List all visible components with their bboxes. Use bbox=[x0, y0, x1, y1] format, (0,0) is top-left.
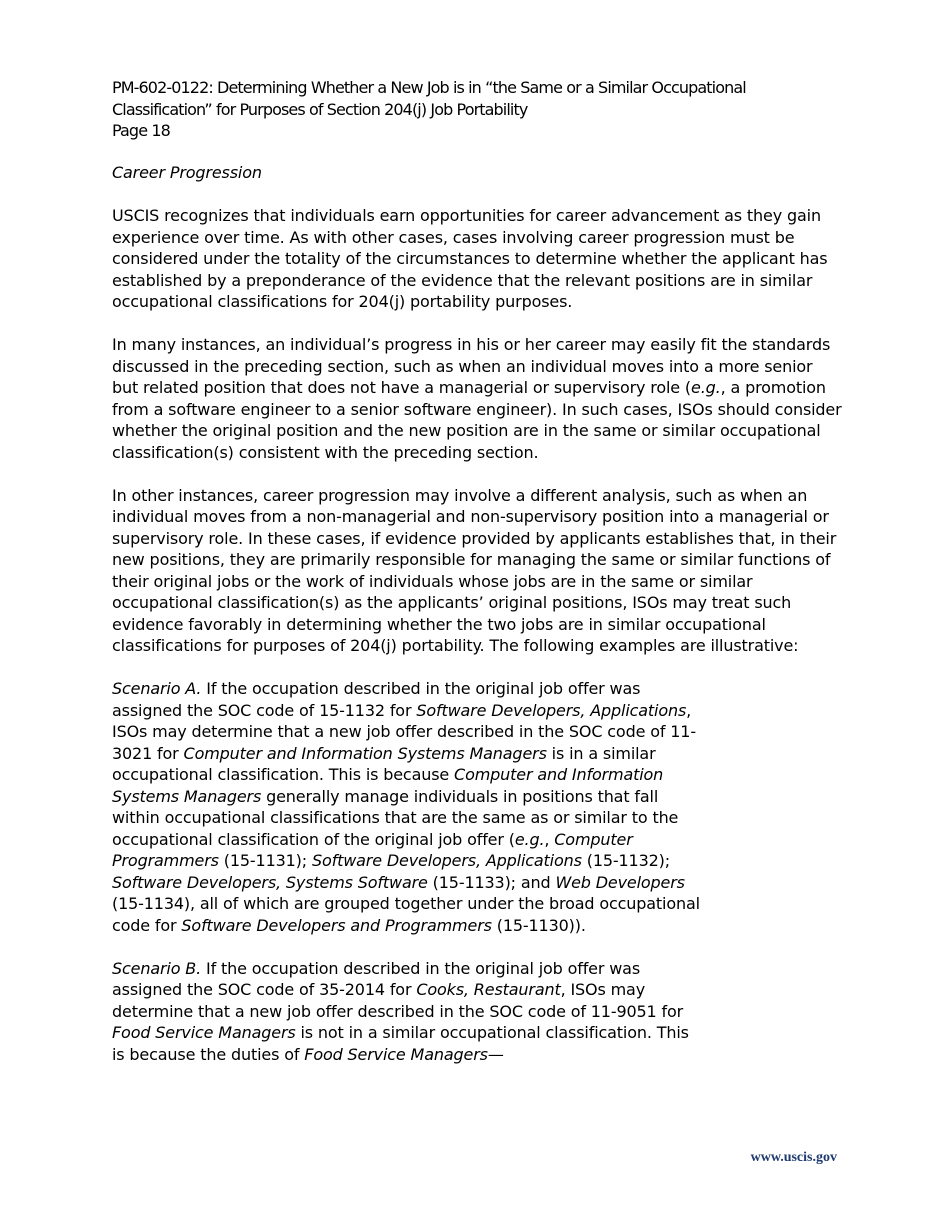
scenario-b-label: Scenario B. bbox=[112, 958, 202, 978]
scenario-b-text: is not in a similar occupational classification. This is because the duties of bbox=[112, 1023, 689, 1064]
scenario-a-text: (15-1133); and bbox=[427, 872, 556, 892]
document-body bbox=[112, 162, 842, 1087]
scenario-a-text: If the occupation described in the original job offer was assigned the SOC code of 15-1132 for bbox=[112, 679, 641, 720]
header-title-line-2: Classification” for Purposes of Section 204(j) Job Portability bbox=[112, 99, 528, 119]
scenario-a-italic: Computer and Information Systems Managers bbox=[112, 765, 664, 806]
section-title: Career Progression bbox=[112, 163, 262, 182]
scenario-a bbox=[112, 678, 702, 936]
scenario-a-italic: Computer Programmers bbox=[112, 829, 633, 870]
paragraph-2-eg: e.g. bbox=[691, 378, 721, 397]
scenario-a-italic: Computer and Information Systems Managers bbox=[183, 743, 547, 763]
scenario-a-italic: Software Developers, Applications bbox=[311, 851, 582, 870]
scenario-a-italic: e.g. bbox=[514, 829, 545, 849]
scenario-a-text: , bbox=[544, 829, 555, 849]
paragraph-2-text-b: , a promotion from a software engineer to a senior software engineer). In such cases, ISOs should consider whether the original position and the new position are in the same or similar occupational classification(s) consistent with the preceding section. bbox=[112, 378, 842, 462]
scenario-a-text: (15-1131); bbox=[218, 851, 312, 870]
scenario-a-italic: Web Developers bbox=[555, 872, 685, 892]
scenario-a-text: (15-1130)). bbox=[491, 915, 586, 935]
scenario-a-text: generally manage individuals in positions that fall within occupational classifications that are the same as or similar to the occupational classification of the original job offer ( bbox=[112, 786, 679, 849]
page-header bbox=[112, 77, 832, 142]
scenario-a-text: (15-1132); bbox=[581, 851, 670, 870]
scenario-b-italic: Food Service Managers bbox=[112, 1023, 296, 1042]
scenario-a-text: , ISOs may determine that a new job offer described in the SOC code of 11-3021 for bbox=[112, 700, 696, 763]
scenario-a-text: is in a similar occupational classification. This is because bbox=[112, 743, 656, 784]
footer-website-link[interactable]: www.uscis.gov bbox=[750, 1150, 837, 1165]
paragraph-1: USCIS recognizes that individuals earn opportunities for career advancement as they gain experience over time. As with other cases, cases involving career progression must be considered under the totality of the circumstances to determine whether the applicant has established by a preponderance of the evidence that the relevant positions are in similar occupational classifications for 204(j) portability purposes. bbox=[112, 206, 828, 311]
scenario-b-italic: Food Service Managers— bbox=[304, 1044, 504, 1064]
scenario-a-italic: Software Developers, Applications bbox=[416, 700, 687, 720]
scenario-a-label: Scenario A. bbox=[112, 679, 202, 698]
scenario-b-text: , ISOs may determine that a new job offer described in the SOC code of 11-9051 for bbox=[112, 980, 684, 1021]
scenario-a-italic: Software Developers, Systems Software bbox=[112, 872, 428, 892]
scenario-a-italic: Software Developers and Programmers bbox=[181, 915, 492, 935]
page-number: Page 18 bbox=[112, 121, 170, 140]
header-title-line-1: PM-602-0122: Determining Whether a New Job is in “the Same or a Similar Occupational bbox=[112, 78, 746, 97]
paragraph-3: In other instances, career progression may involve a different analysis, such as when an individual moves from a non-managerial and non-supervisory position into a managerial or supervisory role. In these cases, if evidence provided by applicants establishes that, in their new positions, they are primarily responsible for managing the same or similar functions of their original jobs or the work of individuals whose jobs are in the same or similar occupational classification(s) as the applicants’ original positions, ISOs may treat such evidence favorably in determining whether the two jobs are in similar occupational classifications for purposes of 204(j) portability. The following examples are illustrative: bbox=[112, 485, 837, 655]
scenario-a-text: (15-1134), all of which are grouped together under the broad occupational code for bbox=[112, 894, 700, 935]
scenario-b-text: If the occupation described in the original job offer was assigned the SOC code of 35-2014 for bbox=[112, 958, 641, 999]
scenario-b bbox=[112, 958, 702, 1066]
paragraph-2 bbox=[112, 334, 842, 463]
paragraph-2-text-a: In many instances, an individual’s progress in his or her career may easily fit the standards discussed in the preceding section, such as when an individual moves into a more senior but related position that does not have a managerial or supervisory role ( bbox=[112, 335, 831, 397]
scenario-b-italic: Cooks, Restaurant bbox=[416, 980, 561, 999]
